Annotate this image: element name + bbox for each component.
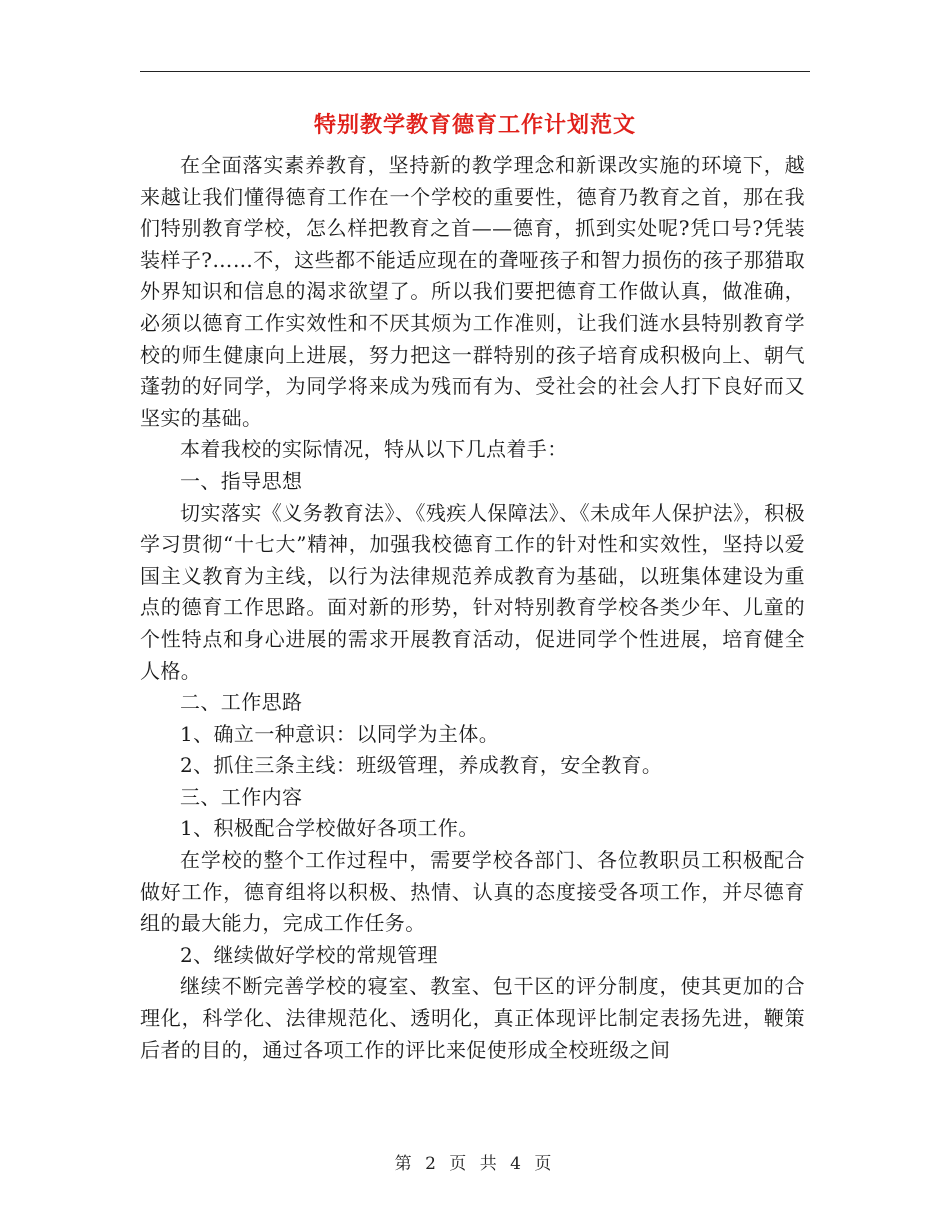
- paragraph-approach: 本着我校的实际情况，特从以下几点着手：: [180, 437, 568, 462]
- list-item-awareness: 1、确立一种意识：以同学为主体。: [180, 721, 500, 746]
- document-body: [140, 150, 805, 1066]
- subsection-heading-routine-management: 2、继续做好学校的常规管理: [180, 942, 438, 967]
- paragraph-routine-management: 继续不断完善学校的寝室、教室、包干区的评分制度，使其更加的合理化，科学化、法律规范化、透明化，真正体现评比制定表扬先进，鞭策后者的目的，通过各项工作的评比来促使形成全校班级之间: [140, 974, 805, 1062]
- paragraph-intro: 在全面落实素养教育，坚持新的教学理念和新课改实施的环境下，越来越让我们懂得德育工作在一个学校的重要性，德育乃教育之首，那在我们特别教育学校，怎么样把教育之首——德育，抓到实处呢?凭口号?凭装装样子?……不，这些都不能适应现在的聋哑孩子和智力损伤的孩子那猎取外界知识和信息的渴求欲望了。所以我们要把德育工作做认真，做准确，必须以德育工作实效性和不厌其烦为工作准则，让我们涟水县特别教育学校的师生健康向上进展，努力把这一群特别的孩子培育成积极向上、朝气蓬勃的好同学，为同学将来成为残而有为、受社会的社会人打下良好而又坚实的基础。: [140, 153, 805, 430]
- list-item-main-lines: 2、抓住三条主线：班级管理，养成教育，安全教育。: [180, 753, 663, 778]
- subsection-heading-cooperate: 1、积极配合学校做好各项工作。: [180, 816, 479, 841]
- section-heading-work-content: 三、工作内容: [180, 784, 303, 809]
- page-indicator: 第 2 页 共 4 页: [394, 1154, 556, 1174]
- paragraph-guiding-thought: 切实落实《义务教育法》、《残疾人保障法》、《未成年人保护法》，积极学习贯彻“十七大”精神，加强我校德育工作的针对性和实效性，坚持以爱国主义教育为主线，以行为法律规范养成教育为基础，以班集体建设为重点的德育工作思路。面对新的形势，针对特别教育学校各类少年、儿童的个性特点和身心进展的需求开展教育活动，促进同学个性进展，培育健全人格。: [140, 500, 805, 683]
- section-heading-work-approach: 二、工作思路: [180, 690, 303, 715]
- paragraph-cooperate: 在学校的整个工作过程中，需要学校各部门、各位教职员工积极配合做好工作，德育组将以积极、热情、认真的态度接受各项工作，并尽德育组的最大能力，完成工作任务。: [140, 848, 805, 936]
- header-rule: [140, 71, 810, 72]
- section-heading-guiding-thought: 一、指导思想: [180, 468, 303, 493]
- document-title: 特别教学教育德育工作计划范文: [313, 112, 636, 138]
